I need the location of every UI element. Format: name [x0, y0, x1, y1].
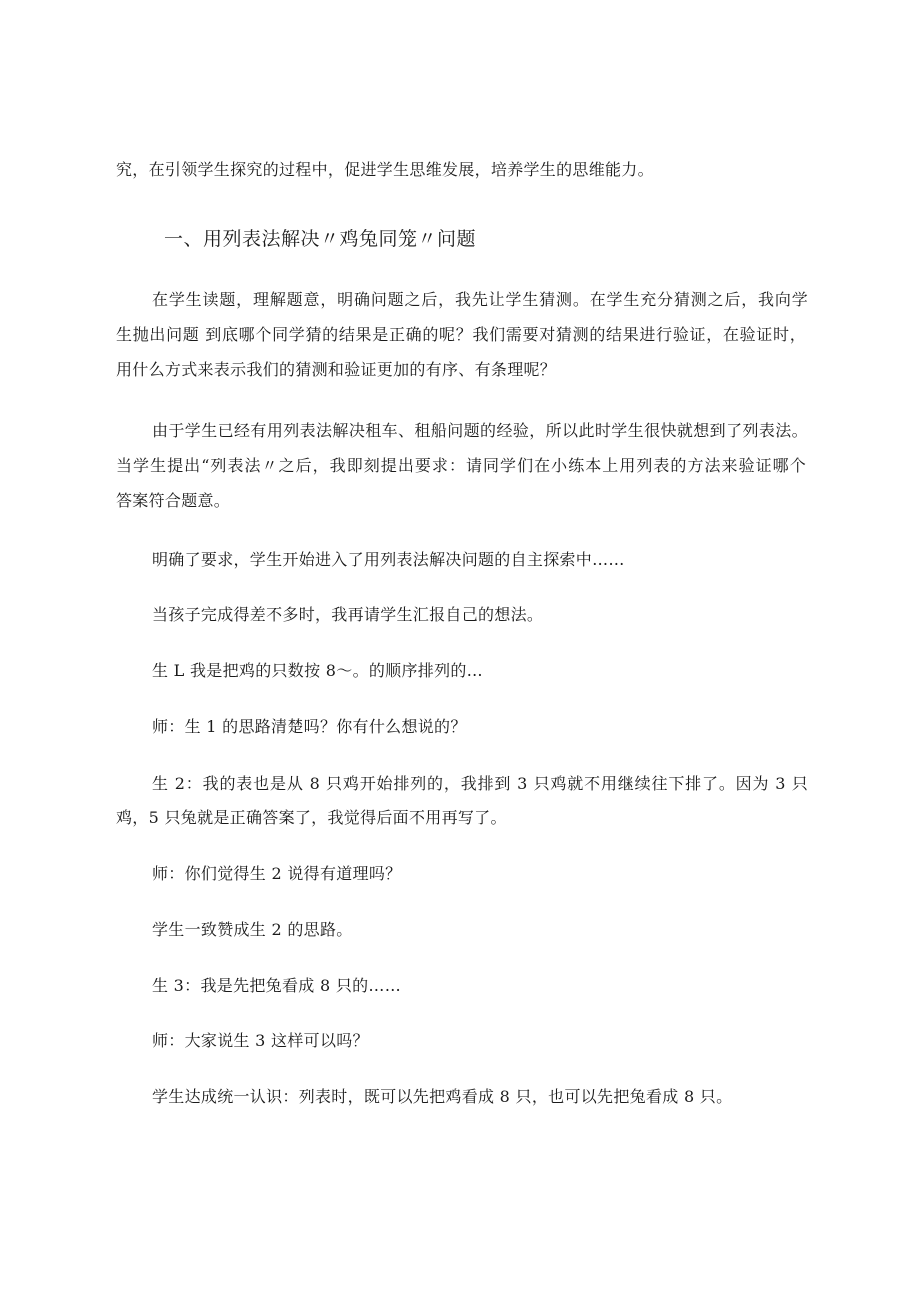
- paragraph-line: 生抛出问题 到底哪个同学猜的结果是正确的呢？我们需要对猜测的结果进行验证，在验证时，: [116, 325, 806, 344]
- paragraph-line: 用什么方式来表示我们的猜测和验证更加的有序、有条理呢？: [116, 360, 557, 379]
- paragraph-line: 由于学生已经有用列表法解决租车、租船问题的经验，所以此时学生很快就想到了列表法。: [152, 421, 808, 440]
- paragraph-line: 在学生读题，理解题意，明确问题之后，我先让学生猜测。在学生充分猜测之后，我向学: [152, 290, 808, 309]
- paragraph-line: 师：生 1 的思路清楚吗？你有什么想说的？: [152, 717, 467, 736]
- paragraph-line: 生 2：我的表也是从 8 只鸡开始排列的，我排到 3 只鸡就不用继续往下排了。因为 3 只: [152, 774, 808, 793]
- paragraph-line: 生 3：我是先把兔看成 8 只的……: [152, 976, 402, 995]
- paragraph-line: 当学生提出“列表法〃之后，我即刻提出要求：请同学们在小练本上用列表的方法来验证哪个: [116, 456, 806, 475]
- paragraph-line: 当孩子完成得差不多时，我再请学生汇报自己的想法。: [152, 605, 544, 624]
- paragraph-line: 生 L 我是把鸡的只数按 8〜。的顺序排列的…: [152, 661, 483, 680]
- paragraph-line: 答案符合题意。: [116, 491, 231, 510]
- intro-line: 究，在引领学生探究的过程中，促进学生思维发展，培养学生的思维能力。: [116, 160, 654, 179]
- paragraph-line: 师：大家说生 3 这样可以吗？: [152, 1031, 369, 1050]
- section-heading: 一、用列表法解决〃鸡兔同笼〃问题: [164, 228, 477, 250]
- paragraph-line: 鸡，5 只兔就是正确答案了，我觉得后面不用再写了。: [116, 808, 507, 827]
- paragraph-line: 学生达成统一认识：列表时，既可以先把鸡看成 8 只，也可以先把兔看成 8 只。: [152, 1087, 733, 1106]
- paragraph-line: 学生一致赞成生 2 的思路。: [152, 920, 353, 939]
- paragraph-line: 明确了要求，学生开始进入了用列表法解决问题的自主探索中……: [152, 550, 625, 569]
- paragraph-line: 师：你们觉得生 2 说得有道理吗？: [152, 864, 402, 883]
